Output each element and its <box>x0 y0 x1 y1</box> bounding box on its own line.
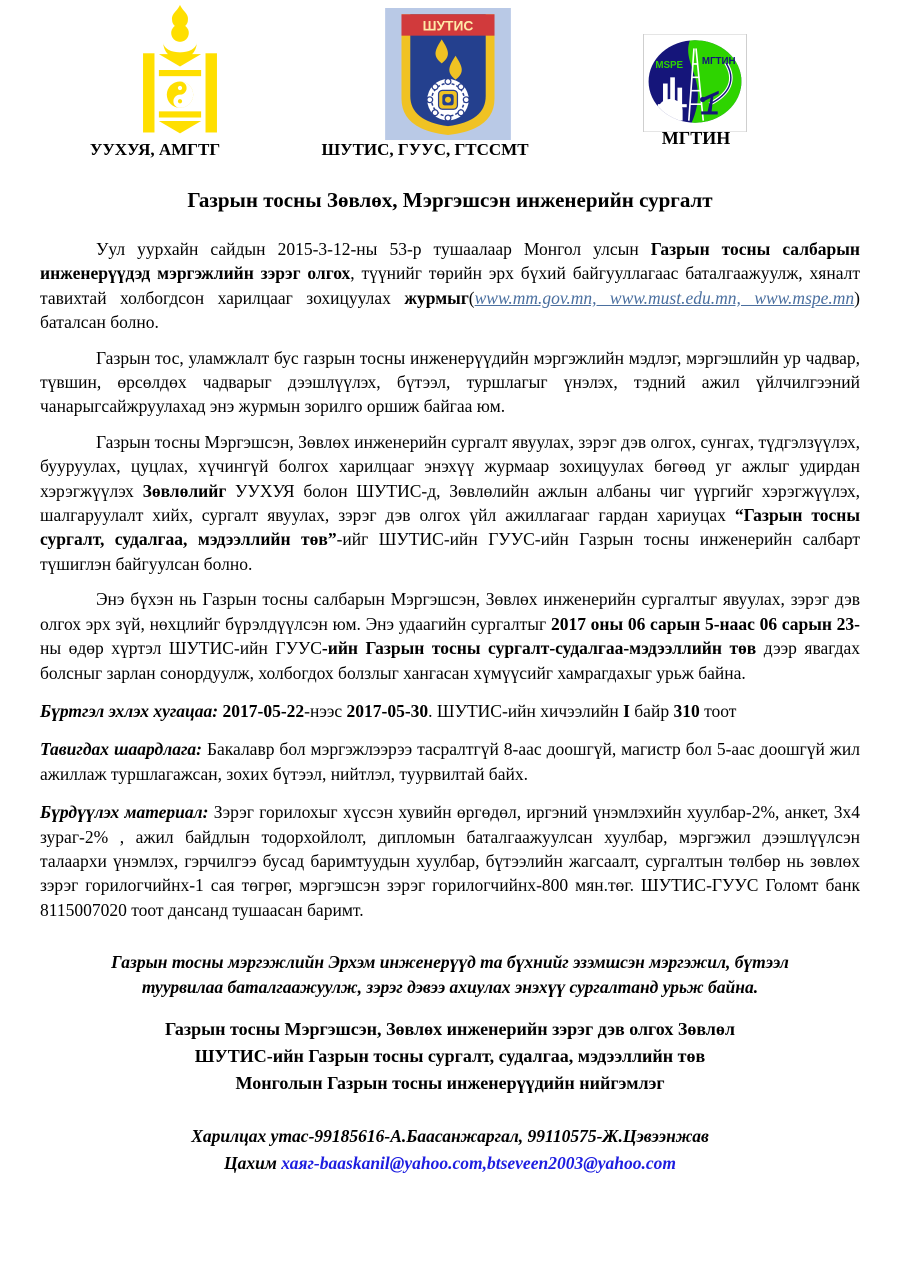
p2-text: Газрын тос, уламжлалт бус газрын тосны инженерүүдийн мэргэжлийн мэдлэг, мэргэшлийн ур чадвар, түвшин, өрсөлдөх чадварыг дээшлүүлэх, бүтээл, туршлагыг үнэлэх, тэдний ажил үйлчилгээний чанарыгсайжруулахад энэ журмын зорилго оршиж байгаа юм. <box>40 347 860 417</box>
paragraph-registration <box>40 699 860 723</box>
p1-text: Уул уурхайн сайдын 2015-3-12-ны 53-р тушаалаар Монгол улсын <box>96 239 651 259</box>
contact-phone-line: Харилцах утас-99185616-А.Баасанжаргал, 99110575-Ж.Цэвээнжав <box>191 1126 709 1147</box>
email-line-prefix: Цахим <box>223 1153 282 1174</box>
p1-text2: , түүнийг төрийн эрх бүхий байгууллагаас баталгаажуулж, хяналт тавихтай холбогдсон харилцааг зохицуулах <box>40 263 860 308</box>
registration-heading: Бүртгэл эхлэх хугацаа: <box>40 700 223 721</box>
signature-center: ШУТИС-ийн Газрын тосны сургалт, судалгаа, мэдээллийн төв <box>194 1046 706 1067</box>
p3-text2: УУХУЯ болон ШУТИС-д, Зөвлөлийн ажлын албаны чиг үүргийг хэрэгжүүлэх, шалгаруулалт хийх, сургалт явуулах, зэрэг дэв олгох үйл ажиллагааг гардан хариуцах <box>40 480 860 526</box>
p5-text2: . ШУТИС-ийн хичээлийн <box>428 700 624 721</box>
p4-text3: дээр явагдах болсныг зарлан сонордуулж, холбогдох болзлыг хангасан хүмүүсийг хамрагдахыг урьж байна. <box>40 638 860 683</box>
p4-text2: ны өдөр хүртэл ШУТИС-ийн ГУУС <box>40 638 322 659</box>
document-body <box>0 237 900 1177</box>
contact-block <box>40 1123 860 1177</box>
p5-text3: байр <box>629 700 674 721</box>
shutis-shield-icon <box>385 8 511 145</box>
registration-start-date: 2017-05-22 <box>222 700 305 721</box>
shutis-banner-text: ШУТИС <box>422 17 474 34</box>
p1-bold-degree: Газрын тосны салбарын инженерүүдэд мэргэжлийн зэрэг олгох <box>40 239 861 284</box>
paragraph-materials <box>40 800 860 922</box>
signature-council: Газрын тосны Мэргэшсэн, Зөвлөх инженерийн зэрэг дэв олгох Зөвлөл <box>164 1019 736 1040</box>
p4-text: Энэ бүхэн нь Газрын тосны салбарын Мэргэшсэн, Зөвлөх инженерийн сургалтыг явуулах, зэрэг дэв олгох эрх зүй, нөхцлийг бүрэлдүүлсэн юм. Энэ удаагийн сургалтыг <box>40 589 860 634</box>
paragraph-council <box>40 430 860 576</box>
p3-bold-center: “Газрын тосны сургалт, судалгаа, мэдээллийн төв” <box>40 505 860 550</box>
p3-text: Газрын тосны Мэргэшсэн, Зөвлөх инженерийн сургалт явуулах, зэрэг дэв олгох, сунгах, түдгэлзүүлэх, бууруулах, цуцлах, хүчингүй болгох харилцааг энэхүү журмаар зохицуулах бөгөөд уг ажлыг удирдан хэрэгжүүлэх <box>40 431 860 501</box>
registration-end-date: 2017-05-30 <box>346 700 429 721</box>
p7-text: Зэрэг горилохыг хүссэн хувийн өргөдөл, иргэний үнэмлэхийн хуулбар-2%, анкет, 3х4 зураг-2% , ажил байдлын тодорхойлолт, дипломын баталгаажуулсан хуулбар, мэргэжил дээшлүүлсэн талаархи үнэмлэх, гэрчилгээ бусад баримтуудын хуулбар, бүтээлийн жагсаалт, сургалтын төлбөр нь зөвлөх зэрэг горилогчийнх-1 сая төгрөг, мэргэшсэн зэрэг горилогчийнх-800 мян.төг. ШУТИС-ГУУС Голомт банк 8115007020 тоот дансанд тушаасан баримт. <box>40 802 860 920</box>
building-number: I <box>623 700 630 721</box>
p1-close: ) баталсан болно. <box>40 287 860 333</box>
p1-bold-rule: журмыг <box>404 287 469 308</box>
regulation-websites-link[interactable]: www.mm.gov.mn, www.must.edu.mn, www.mspe.mn <box>474 287 855 308</box>
contact-email-links[interactable]: хаяг-baaskanil@yahoo.com,btseveen2003@yahoo.com <box>281 1153 677 1174</box>
signature-block <box>40 1016 860 1097</box>
p4-bold-dates: 2017 оны 06 сарын 5-наас 06 сарын 23- <box>550 613 861 634</box>
mgtin-logo-text: МГТИН <box>701 55 736 67</box>
materials-heading: Бүрдүүлэх материал: <box>40 802 214 823</box>
requirements-heading: Тавигдах шаардлага: <box>40 739 207 760</box>
room-number: 310 <box>673 700 700 721</box>
org-label-right: МГТИН <box>661 128 731 148</box>
p5-text4: тоот <box>699 700 737 721</box>
invitation-note: Газрын тосны мэргэжлийн Эрхэм инженерүүд та бүхнийг эзэмшсэн мэргэжил, бүтээл туурвилаа баталгаажуулж, зэрэг дэвээ ахиулах энэхүү сургалтанд урьж байна. <box>111 952 789 998</box>
logo-header <box>0 0 900 172</box>
org-label-left: УУХУЯ, АМГТГ <box>89 140 221 159</box>
paragraph-training-dates <box>40 587 860 685</box>
p6-text: Бакалавр бол мэргэжлээрээ тасралтгүй 8-аас доошгүй, магистр бол 5-аас доошгүй жил ажиллаж туршлагажсан, зохих бүтээл, нийтлэл, туурвилтай байх. <box>40 739 860 784</box>
mspe-logo-text: MSPE <box>655 60 684 72</box>
page-title: Газрын тосны Зөвлөх, Мэргэшсэн инженерийн сургалт <box>187 188 713 212</box>
p1-paren-open: ( <box>468 287 475 308</box>
paragraph-requirements <box>40 737 860 786</box>
contact-email-line <box>40 1150 860 1177</box>
p3-text3: -ийг ШУТИС-ийн ГУУС-ийн Газрын тосны инженерийн салбарт түшиглэн байгуулсан болно. <box>40 529 861 574</box>
p4-bold-center: -ийн Газрын тосны сургалт-судалгаа-мэдээллийн төв <box>321 638 757 659</box>
mgtin-logo-icon <box>643 34 747 137</box>
paragraph-decree <box>40 237 860 335</box>
soyombo-shapes <box>143 5 217 133</box>
soyombo-emblem-icon <box>130 4 230 141</box>
paragraph-purpose <box>40 346 860 419</box>
p3-bold-council: Зөвлөлийг <box>142 480 227 501</box>
org-label-center: ШУТИС, ГУУС, ГТССМТ <box>321 140 529 159</box>
p5-text: -нээс <box>304 700 347 721</box>
signature-society: Монголын Газрын тосны инженерүүдийн нийгэмлэг <box>235 1073 665 1094</box>
